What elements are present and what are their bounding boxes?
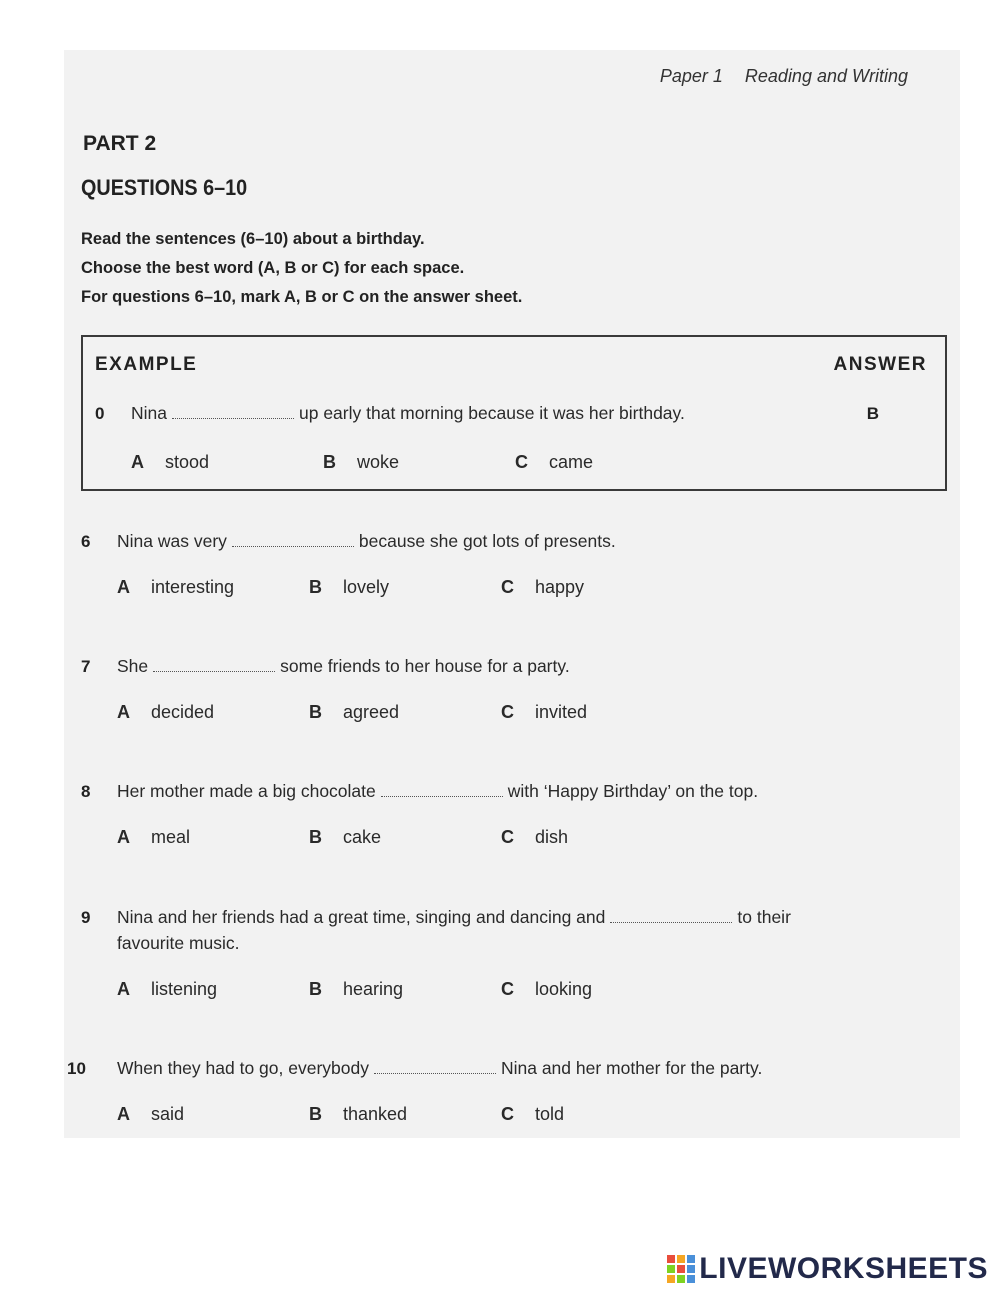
section-label: Reading and Writing	[744, 66, 908, 86]
example-box	[81, 335, 947, 491]
questions-title: QUESTIONS 6–10	[81, 175, 248, 200]
option-a: A stood	[131, 452, 210, 472]
sentence-after: up early that morning because it was her birthday.	[299, 403, 685, 423]
answer-blank[interactable]	[610, 918, 732, 923]
paper-label: Paper 1	[659, 66, 723, 86]
option-a[interactable]: A decided	[117, 702, 215, 722]
logo-square	[677, 1255, 685, 1263]
option-c[interactable]: C happy	[501, 577, 585, 597]
option-c[interactable]: C told	[501, 1104, 565, 1124]
logo-square	[667, 1275, 675, 1283]
option-a[interactable]: A interesting	[117, 577, 235, 597]
logo-mark-icon	[667, 1255, 695, 1283]
option-b[interactable]: B hearing	[309, 979, 404, 999]
answer-blank[interactable]	[381, 792, 503, 797]
logo-square	[687, 1275, 695, 1283]
liveworksheets-logo[interactable]	[667, 1252, 988, 1286]
question-10: 10 When they had to go, everybody Nina and her mother for the party.	[67, 1058, 763, 1078]
page-header	[660, 66, 908, 87]
sentence-before: Nina	[131, 403, 167, 423]
example-number: 0	[95, 404, 105, 423]
example-label: EXAMPLE	[95, 354, 198, 375]
example-sentence	[95, 403, 685, 424]
logo-square	[677, 1275, 685, 1283]
logo-square	[687, 1265, 695, 1273]
option-b[interactable]: B cake	[309, 827, 382, 847]
logo-square	[677, 1265, 685, 1273]
question-9: 9 Nina and her friends had a great time, singing and dancing and to their	[81, 907, 791, 927]
worksheet-page	[64, 50, 960, 1138]
instruction-line: Read the sentences (6–10) about a birthday.	[81, 230, 425, 248]
option-b[interactable]: B lovely	[309, 577, 390, 597]
part-title: PART 2	[83, 132, 157, 155]
question-9-continuation: favourite music.	[117, 933, 240, 953]
answer-blank[interactable]	[374, 1069, 496, 1074]
example-answer: B	[866, 404, 879, 423]
answer-label: ANSWER	[833, 354, 927, 375]
answer-blank[interactable]	[153, 667, 275, 672]
option-b[interactable]: B agreed	[309, 702, 400, 722]
option-b: B woke	[323, 452, 400, 472]
question-7: 7 She some friends to her house for a party.	[81, 656, 570, 676]
blank-line	[172, 414, 294, 419]
option-b[interactable]: B thanked	[309, 1104, 408, 1124]
logo-square	[667, 1255, 675, 1263]
question-8: 8 Her mother made a big chocolate with ‘Happy Birthday’ on the top.	[81, 781, 759, 801]
option-c[interactable]: C looking	[501, 979, 593, 999]
option-c[interactable]: C dish	[501, 827, 569, 847]
question-6: 6 Nina was very because she got lots of presents.	[81, 531, 616, 551]
option-a[interactable]: A said	[117, 1104, 185, 1124]
option-a[interactable]: A meal	[117, 827, 191, 847]
option-c: C came	[515, 452, 594, 472]
logo-square	[687, 1255, 695, 1263]
option-c[interactable]: C invited	[501, 702, 588, 722]
logo-square	[667, 1265, 675, 1273]
answer-blank[interactable]	[232, 542, 354, 547]
instruction-line: Choose the best word (A, B or C) for each space.	[81, 259, 465, 277]
logo-text: LIVEWORKSHEETS	[699, 1252, 988, 1285]
option-a[interactable]: A listening	[117, 979, 218, 999]
instruction-line: For questions 6–10, mark A, B or C on the answer sheet.	[81, 288, 523, 306]
